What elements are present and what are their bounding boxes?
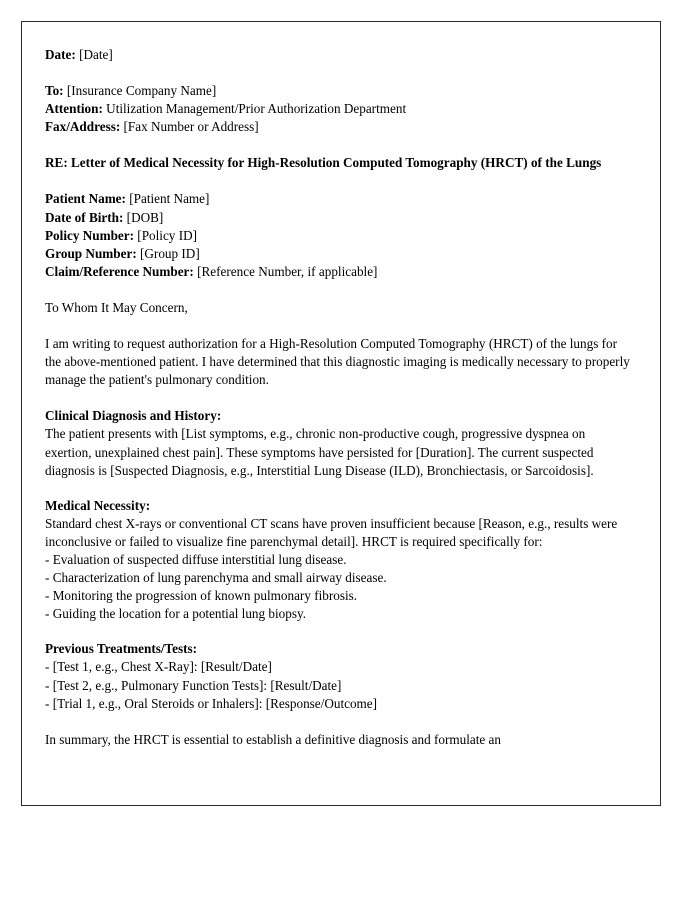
- necessity-bullet: - Characterization of lung parenchyma and small airway disease.: [45, 570, 387, 586]
- previous-bullet: - [Test 2, e.g., Pulmonary Function Tests]: [Result/Date]: [45, 677, 342, 693]
- document-body: [22, 22, 660, 749]
- previous-bullet: - [Test 1, e.g., Chest X-Ray]: [Result/Date]: [45, 659, 272, 675]
- patient-claim-line: [45, 263, 632, 281]
- recipient-attention-value: Utilization Management/Prior Authorization Department: [106, 101, 407, 117]
- patient-name-label: Patient Name:: [45, 191, 126, 207]
- patient-name-value: [Patient Name]: [129, 191, 210, 207]
- patient-dob-label: Date of Birth:: [45, 209, 124, 225]
- patient-details-block: [45, 190, 632, 280]
- patient-policy-label: Policy Number:: [45, 227, 134, 243]
- spacer: [45, 172, 632, 190]
- patient-policy-value: [Policy ID]: [137, 227, 197, 243]
- necessity-bullet: - Monitoring the progression of known pulmonary fibrosis.: [45, 588, 358, 604]
- patient-dob-line: [45, 209, 632, 227]
- spacer: [45, 623, 632, 640]
- date-label: Date:: [45, 47, 76, 62]
- patient-group-line: [45, 245, 632, 263]
- recipient-fax-value: [Fax Number or Address]: [123, 119, 259, 135]
- clinical-section-heading: Clinical Diagnosis and History:: [45, 408, 222, 424]
- necessity-section-heading: Medical Necessity:: [45, 497, 151, 513]
- date-line: [45, 46, 632, 64]
- patient-claim-label: Claim/Reference Number:: [45, 263, 194, 279]
- spacer: [45, 480, 632, 497]
- recipient-to-value: [Insurance Company Name]: [66, 83, 217, 99]
- patient-dob-value: [DOB]: [126, 209, 164, 225]
- date-block: [45, 46, 632, 64]
- patient-group-value: [Group ID]: [140, 245, 200, 261]
- necessity-section-body: Standard chest X-rays or conventional CT scans have proven insufficient because [Reason, e.g., results were inconclusive or failed to visualize fine parenchymal detail]. HRCT is required specifically for:: [45, 515, 618, 549]
- spacer: [45, 713, 632, 731]
- patient-group-label: Group Number:: [45, 245, 137, 261]
- date-value: [Date]: [79, 47, 113, 62]
- necessity-bullet: - Guiding the location for a potential lung biopsy.: [45, 606, 307, 622]
- intro-paragraph: I am writing to request authorization for a High-Resolution Computed Tomography (HRCT) of the lungs for the above-mentioned patient. I have determined that this diagnostic imaging is medically necessary to properly manage the patient's pulmonary condition.: [45, 336, 630, 388]
- recipient-attention-line: [45, 100, 632, 118]
- spacer: [45, 64, 632, 82]
- salutation: To Whom It May Concern,: [45, 299, 188, 315]
- patient-policy-line: [45, 227, 632, 245]
- patient-name-line: [45, 190, 632, 208]
- spacer: [45, 136, 632, 154]
- patient-claim-value: [Reference Number, if applicable]: [197, 263, 378, 279]
- necessity-bullet: - Evaluation of suspected diffuse interstitial lung disease.: [45, 551, 347, 567]
- recipient-fax-line: [45, 118, 632, 136]
- clinical-section-body: The patient presents with [List symptoms, e.g., chronic non-productive cough, progressive dyspnea on exertion, unexplained chest pain]. These symptoms have persisted for [Duration]. The current suspected diagnosis is [Suspected Diagnosis, e.g., Interstitial Lung Disease (ILD), Bronchiectasis, or Sarcoidosis].: [45, 426, 594, 478]
- recipient-attention-label: Attention:: [45, 101, 103, 117]
- recipient-fax-label: Fax/Address:: [45, 119, 121, 135]
- recipient-to-line: [45, 82, 632, 100]
- recipient-block: [45, 82, 632, 136]
- recipient-to-label: To:: [45, 83, 64, 99]
- spacer: [45, 317, 632, 335]
- previous-bullet: - [Trial 1, e.g., Oral Steroids or Inhalers]: [Response/Outcome]: [45, 695, 378, 711]
- closing-paragraph: In summary, the HRCT is essential to establish a definitive diagnosis and formulate an: [45, 731, 501, 747]
- subject-heading: RE: Letter of Medical Necessity for High-Resolution Computed Tomography (HRCT) of the Lungs: [45, 155, 602, 171]
- document-page-sheet: [21, 21, 661, 806]
- spacer: [45, 389, 632, 407]
- spacer: [45, 281, 632, 299]
- previous-section-heading: Previous Treatments/Tests:: [45, 641, 198, 657]
